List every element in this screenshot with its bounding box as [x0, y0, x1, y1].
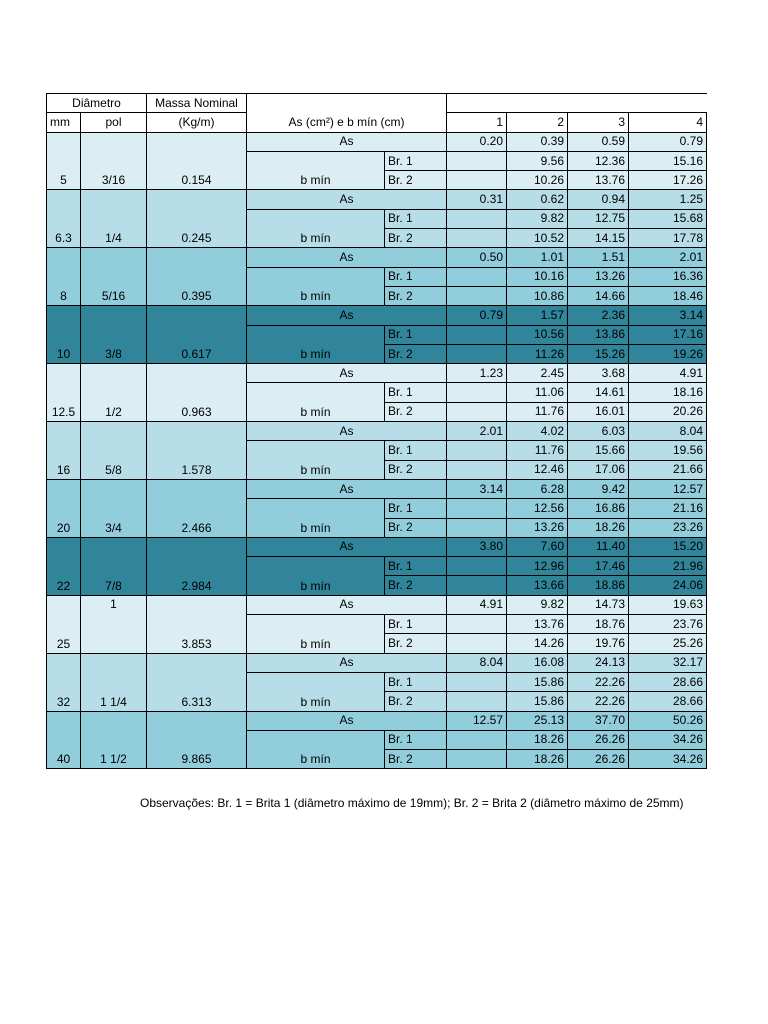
as-label: As	[247, 711, 447, 730]
as-value: 1.01	[507, 248, 568, 267]
nominal-mass: 0.245	[147, 190, 247, 248]
diameter-mm: 8	[47, 248, 81, 306]
as-label: As	[247, 537, 447, 556]
as-value: 2.01	[629, 248, 707, 267]
as-value: 19.63	[629, 595, 707, 614]
br1-value	[447, 151, 507, 170]
as-value: 0.79	[447, 306, 507, 325]
br1-value: 15.66	[568, 441, 629, 460]
nominal-mass: 2.984	[147, 537, 247, 595]
as-value: 15.20	[629, 537, 707, 556]
br2-value: 15.26	[568, 344, 629, 363]
br2-label: Br. 2	[385, 171, 447, 190]
br2-value: 14.66	[568, 286, 629, 305]
as-label: As	[247, 479, 447, 498]
br1-value: 18.16	[629, 383, 707, 402]
table-row-as	[47, 711, 707, 730]
as-value: 0.50	[447, 248, 507, 267]
br1-label: Br. 1	[385, 325, 447, 344]
rebar-table	[46, 93, 707, 769]
nominal-mass: 0.963	[147, 364, 247, 422]
as-value: 7.60	[507, 537, 568, 556]
as-value: 3.68	[568, 364, 629, 383]
as-value: 25.13	[507, 711, 568, 730]
br1-value: 28.66	[629, 672, 707, 691]
table-row-as	[47, 364, 707, 383]
br2-value: 18.46	[629, 286, 707, 305]
as-value: 32.17	[629, 653, 707, 672]
as-value: 4.91	[447, 595, 507, 614]
as-value: 8.04	[629, 422, 707, 441]
as-value: 24.13	[568, 653, 629, 672]
br1-value	[447, 615, 507, 634]
as-value: 50.26	[629, 711, 707, 730]
br2-value: 13.76	[568, 171, 629, 190]
br2-label: Br. 2	[385, 460, 447, 479]
as-value: 4.91	[629, 364, 707, 383]
diameter-mm: 25	[47, 595, 81, 653]
br2-value: 28.66	[629, 692, 707, 711]
br2-value	[447, 402, 507, 421]
diameter-pol: 3/16	[81, 132, 147, 190]
as-value: 0.31	[447, 190, 507, 209]
br1-value: 18.76	[568, 615, 629, 634]
nominal-mass: 6.313	[147, 653, 247, 711]
diameter-pol: 1 1/4	[81, 653, 147, 711]
diameter-pol: 1/4	[81, 190, 147, 248]
as-label: As	[247, 653, 447, 672]
rebar-table-container	[46, 93, 703, 769]
as-value: 2.36	[568, 306, 629, 325]
as-value: 0.79	[629, 132, 707, 151]
as-value: 0.59	[568, 132, 629, 151]
br2-value	[447, 344, 507, 363]
br2-label: Br. 2	[385, 750, 447, 769]
nominal-mass: 9.865	[147, 711, 247, 769]
diameter-mm: 40	[47, 711, 81, 769]
br2-value: 13.26	[507, 518, 568, 537]
as-value: 11.40	[568, 537, 629, 556]
br1-value: 21.16	[629, 499, 707, 518]
br1-value: 12.96	[507, 557, 568, 576]
br2-label: Br. 2	[385, 344, 447, 363]
diameter-mm: 10	[47, 306, 81, 364]
br1-value: 12.56	[507, 499, 568, 518]
as-value: 1.25	[629, 190, 707, 209]
bmin-label: b mín	[247, 557, 385, 596]
br1-value: 21.96	[629, 557, 707, 576]
header-diametro: Diâmetro	[47, 94, 147, 113]
br2-value	[447, 518, 507, 537]
br1-label: Br. 1	[385, 441, 447, 460]
diameter-mm: 6.3	[47, 190, 81, 248]
br1-value: 12.36	[568, 151, 629, 170]
br2-value: 10.52	[507, 229, 568, 248]
br1-value: 10.56	[507, 325, 568, 344]
br2-value: 13.66	[507, 576, 568, 595]
header-col-3: 3	[568, 113, 629, 132]
bmin-label: b mín	[247, 325, 385, 364]
br2-label: Br. 2	[385, 286, 447, 305]
table-row-as	[47, 190, 707, 209]
as-value: 6.28	[507, 479, 568, 498]
br2-value: 17.06	[568, 460, 629, 479]
table-row-as	[47, 422, 707, 441]
as-value: 37.70	[568, 711, 629, 730]
table-row-as	[47, 248, 707, 267]
diameter-mm: 32	[47, 653, 81, 711]
br1-value	[447, 730, 507, 749]
br1-label: Br. 1	[385, 383, 447, 402]
br2-value	[447, 171, 507, 190]
br1-value: 15.86	[507, 672, 568, 691]
header-massa-nominal: Massa Nominal	[147, 94, 247, 113]
nominal-mass: 2.466	[147, 479, 247, 537]
br2-value: 34.26	[629, 750, 707, 769]
bmin-label: b mín	[247, 441, 385, 480]
br1-value: 13.76	[507, 615, 568, 634]
br1-label: Br. 1	[385, 151, 447, 170]
br1-value: 16.36	[629, 267, 707, 286]
header-blank-right	[447, 94, 707, 113]
br1-value	[447, 672, 507, 691]
br2-value: 17.78	[629, 229, 707, 248]
br1-value: 9.56	[507, 151, 568, 170]
bmin-label: b mín	[247, 615, 385, 654]
br2-value: 14.15	[568, 229, 629, 248]
br2-value: 10.26	[507, 171, 568, 190]
br1-value: 17.16	[629, 325, 707, 344]
header-pol: pol	[81, 113, 147, 132]
br1-value: 22.26	[568, 672, 629, 691]
as-label: As	[247, 132, 447, 151]
br1-value: 11.76	[507, 441, 568, 460]
observations-note: Observações: Br. 1 = Brita 1 (diâmetro máximo de 19mm); Br. 2 = Brita 2 (diâmetro máximo de 25mm)	[140, 796, 684, 810]
br2-value	[447, 460, 507, 479]
as-value: 3.14	[447, 479, 507, 498]
as-value: 2.01	[447, 422, 507, 441]
table-row-as	[47, 537, 707, 556]
br1-value: 34.26	[629, 730, 707, 749]
table-row-as	[47, 479, 707, 498]
as-value: 8.04	[447, 653, 507, 672]
as-value: 0.39	[507, 132, 568, 151]
br1-value: 13.26	[568, 267, 629, 286]
br2-value: 12.46	[507, 460, 568, 479]
br1-value	[447, 557, 507, 576]
diameter-mm: 12.5	[47, 364, 81, 422]
note-container	[0, 780, 688, 820]
as-value: 12.57	[629, 479, 707, 498]
as-label: As	[247, 190, 447, 209]
header-kgm: (Kg/m)	[147, 113, 247, 132]
br2-value: 22.26	[568, 692, 629, 711]
table-row-as	[47, 595, 707, 614]
br2-value: 19.26	[629, 344, 707, 363]
br2-value: 15.86	[507, 692, 568, 711]
nominal-mass: 1.578	[147, 422, 247, 480]
br2-value	[447, 750, 507, 769]
header-col-1: 1	[447, 113, 507, 132]
as-value: 0.94	[568, 190, 629, 209]
br1-value: 15.16	[629, 151, 707, 170]
table-row-as	[47, 132, 707, 151]
diameter-mm: 22	[47, 537, 81, 595]
br2-value: 14.26	[507, 634, 568, 653]
br1-value	[447, 209, 507, 228]
br1-label: Br. 1	[385, 267, 447, 286]
as-value: 14.73	[568, 595, 629, 614]
br2-value: 11.26	[507, 344, 568, 363]
br2-value: 20.26	[629, 402, 707, 421]
br2-value: 26.26	[568, 750, 629, 769]
br1-value: 15.68	[629, 209, 707, 228]
br2-value: 25.26	[629, 634, 707, 653]
bmin-label: b mín	[247, 151, 385, 190]
br1-value: 13.86	[568, 325, 629, 344]
nominal-mass: 0.395	[147, 248, 247, 306]
br1-label: Br. 1	[385, 209, 447, 228]
as-value: 0.62	[507, 190, 568, 209]
br2-value: 19.76	[568, 634, 629, 653]
br1-label: Br. 1	[385, 672, 447, 691]
as-label: As	[247, 422, 447, 441]
br2-value: 18.26	[507, 750, 568, 769]
as-value: 9.82	[507, 595, 568, 614]
br2-value: 24.06	[629, 576, 707, 595]
as-label: As	[247, 595, 447, 614]
br1-value	[447, 499, 507, 518]
bmin-label: b mín	[247, 383, 385, 422]
as-value: 9.42	[568, 479, 629, 498]
as-value: 16.08	[507, 653, 568, 672]
br1-value: 23.76	[629, 615, 707, 634]
br2-value	[447, 576, 507, 595]
br1-value	[447, 325, 507, 344]
diameter-pol: 5/8	[81, 422, 147, 480]
diameter-pol: 1	[81, 595, 147, 653]
as-value: 4.02	[507, 422, 568, 441]
br2-value	[447, 634, 507, 653]
br2-value	[447, 286, 507, 305]
br2-value: 23.26	[629, 518, 707, 537]
br1-value: 26.26	[568, 730, 629, 749]
diameter-pol: 5/16	[81, 248, 147, 306]
br1-value: 17.46	[568, 557, 629, 576]
as-value: 3.14	[629, 306, 707, 325]
as-value: 2.45	[507, 364, 568, 383]
header-as-bmin: As (cm²) e b mín (cm)	[247, 113, 447, 132]
br1-value: 14.61	[568, 383, 629, 402]
br1-value: 19.56	[629, 441, 707, 460]
br1-value	[447, 441, 507, 460]
br1-value	[447, 267, 507, 286]
nominal-mass: 0.617	[147, 306, 247, 364]
as-value: 1.51	[568, 248, 629, 267]
br2-label: Br. 2	[385, 634, 447, 653]
as-value: 12.57	[447, 711, 507, 730]
header-row-2	[47, 113, 707, 132]
header-col-2: 2	[507, 113, 568, 132]
br2-value: 10.86	[507, 286, 568, 305]
header-blank	[247, 94, 447, 113]
br2-value: 17.26	[629, 171, 707, 190]
br1-value: 10.16	[507, 267, 568, 286]
diameter-pol: 3/4	[81, 479, 147, 537]
diameter-mm: 5	[47, 132, 81, 190]
br2-label: Br. 2	[385, 576, 447, 595]
bmin-label: b mín	[247, 672, 385, 711]
as-label: As	[247, 248, 447, 267]
as-value: 1.57	[507, 306, 568, 325]
br2-label: Br. 2	[385, 229, 447, 248]
diameter-pol: 3/8	[81, 306, 147, 364]
br1-value: 16.86	[568, 499, 629, 518]
bmin-label: b mín	[247, 267, 385, 306]
as-value: 0.20	[447, 132, 507, 151]
br2-value: 11.76	[507, 402, 568, 421]
br2-label: Br. 2	[385, 692, 447, 711]
as-label: As	[247, 364, 447, 383]
br1-value: 12.75	[568, 209, 629, 228]
nominal-mass: 0.154	[147, 132, 247, 190]
br1-value: 18.26	[507, 730, 568, 749]
br1-value: 11.06	[507, 383, 568, 402]
br2-value: 18.86	[568, 576, 629, 595]
table-row-as	[47, 653, 707, 672]
br1-label: Br. 1	[385, 730, 447, 749]
br2-value	[447, 229, 507, 248]
br2-value	[447, 692, 507, 711]
as-value: 3.80	[447, 537, 507, 556]
as-value: 1.23	[447, 364, 507, 383]
bmin-label: b mín	[247, 499, 385, 538]
header-col-4: 4	[629, 113, 707, 132]
table-row-as	[47, 306, 707, 325]
diameter-mm: 16	[47, 422, 81, 480]
bmin-label: b mín	[247, 730, 385, 769]
br1-label: Br. 1	[385, 615, 447, 634]
as-value: 6.03	[568, 422, 629, 441]
as-label: As	[247, 306, 447, 325]
diameter-pol: 1 1/2	[81, 711, 147, 769]
header-row-1	[47, 94, 707, 113]
br2-value: 18.26	[568, 518, 629, 537]
br2-value: 21.66	[629, 460, 707, 479]
br1-value	[447, 383, 507, 402]
header-mm: mm	[47, 113, 81, 132]
br2-label: Br. 2	[385, 518, 447, 537]
br1-label: Br. 1	[385, 499, 447, 518]
diameter-pol: 7/8	[81, 537, 147, 595]
br2-label: Br. 2	[385, 402, 447, 421]
br1-value: 9.82	[507, 209, 568, 228]
bmin-label: b mín	[247, 209, 385, 248]
br2-value: 16.01	[568, 402, 629, 421]
br1-label: Br. 1	[385, 557, 447, 576]
diameter-mm: 20	[47, 479, 81, 537]
nominal-mass: 3.853	[147, 595, 247, 653]
diameter-pol: 1/2	[81, 364, 147, 422]
